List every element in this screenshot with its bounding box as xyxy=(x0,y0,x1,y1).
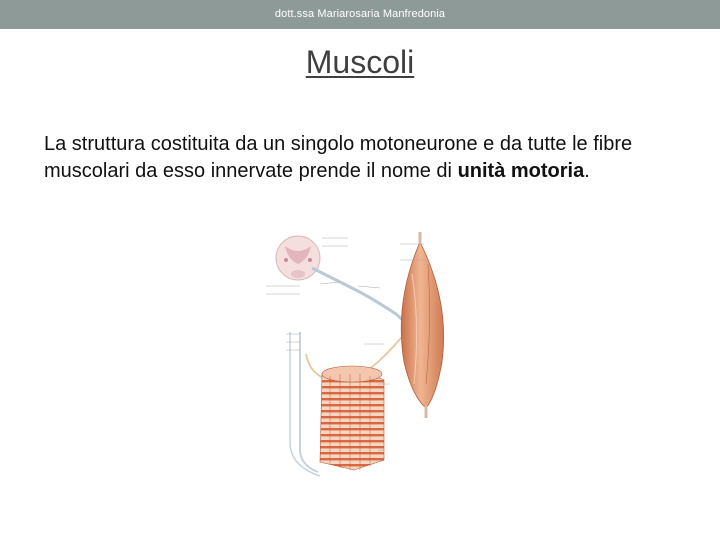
slide-title-text: Muscoli xyxy=(305,44,415,80)
header-author: dott.ssa Mariarosaria Manfredonia xyxy=(274,8,446,20)
muscle-fiber-bundle xyxy=(320,366,384,470)
body-text-bold: unità motoria xyxy=(457,160,585,182)
motor-unit-illustration xyxy=(260,224,458,496)
body-text-plain: La struttura costituita da un singolo motoneurone e da tutte le fibre muscolari da esso innervate prende il nome di xyxy=(44,133,633,182)
body-text-end: . xyxy=(584,160,590,182)
spinal-cord-section xyxy=(276,236,320,280)
slide-title xyxy=(0,40,720,84)
body-paragraph xyxy=(44,131,684,185)
